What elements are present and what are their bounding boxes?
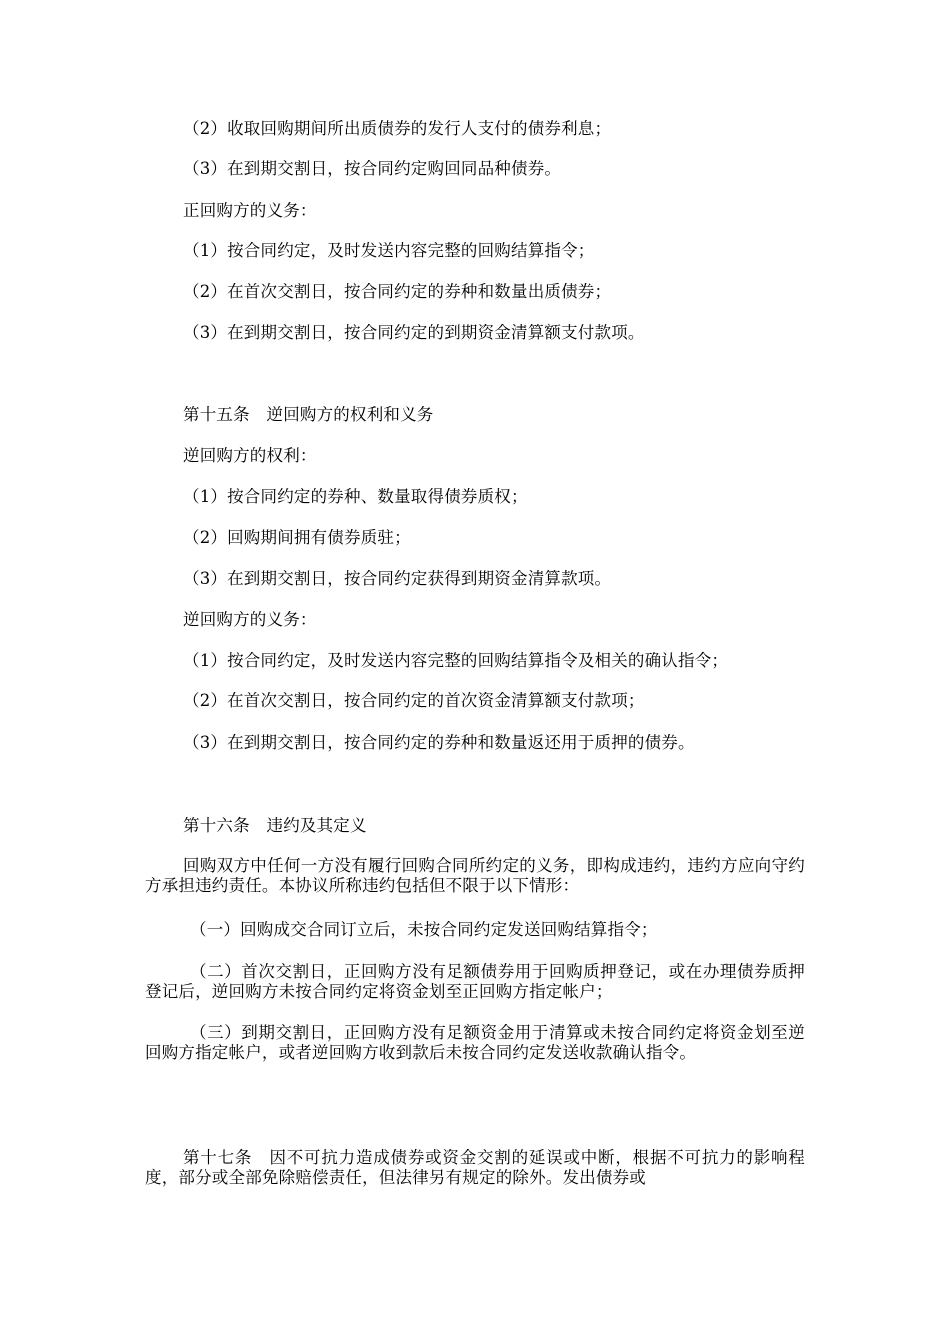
- repo-obligation-2: （2）在首次交割日，按合同约定的券种和数量出质债券；: [183, 282, 612, 301]
- default-case-1: （一）回购成交合同订立后，未按合同约定发送回购结算指令；: [190, 920, 658, 939]
- clause-14-right-2: （2）收取回购期间所出质债券的发行人支付的债券利息；: [183, 119, 612, 138]
- clause-16-title: 第十六条 违约及其定义: [183, 816, 367, 835]
- reverse-repo-right-2: （2）回购期间拥有债券质驻；: [183, 528, 411, 547]
- reverse-repo-obligation-2: （2）在首次交割日，按合同约定的首次资金清算额支付款项；: [183, 691, 645, 710]
- repo-obligations-heading: 正回购方的义务：: [183, 201, 317, 220]
- repo-obligation-3: （3）在到期交割日，按合同约定的到期资金清算额支付款项。: [183, 323, 645, 342]
- reverse-repo-obligation-1: （1）按合同约定，及时发送内容完整的回购结算指令及相关的确认指令；: [183, 651, 729, 670]
- clause-16-body: 回购双方中任何一方没有履行回购合同所约定的义务，即构成违约，违约方应向守约方承担违约责任。本协议所称违约包括但不限于以下情形：: [145, 856, 805, 895]
- reverse-repo-obligations-heading: 逆回购方的义务：: [183, 610, 317, 629]
- reverse-repo-obligation-3: （3）在到期交割日，按合同约定的券种和数量返还用于质押的债券。: [183, 733, 695, 752]
- clause-14-right-3: （3）在到期交割日，按合同约定购回同品种债券。: [183, 159, 562, 178]
- default-case-2: （二）首次交割日，正回购方没有足额债券用于回购质押登记，或在办理债券质押登记后，逆回购方未按合同约定将资金划至正回购方指定帐户；: [145, 962, 805, 1001]
- reverse-repo-right-1: （1）按合同约定的券种、数量取得债券质权；: [183, 487, 528, 506]
- repo-obligation-1: （1）按合同约定，及时发送内容完整的回购结算指令；: [183, 241, 595, 260]
- default-case-3: （三）到期交割日，正回购方没有足额资金用于清算或未按合同约定将资金划至逆回购方指定帐户，或者逆回购方收到款后未按合同约定发送收款确认指令。: [145, 1023, 805, 1062]
- reverse-repo-rights-heading: 逆回购方的权利：: [183, 446, 317, 465]
- reverse-repo-right-3: （3）在到期交割日，按合同约定获得到期资金清算款项。: [183, 569, 612, 588]
- clause-15-title: 第十五条 逆回购方的权利和义务: [183, 405, 434, 424]
- clause-17-body: 第十七条 因不可抗力造成债券或资金交割的延误或中断，根据不可抗力的影响程度，部分或全部免除赔偿责任，但法律另有规定的除外。发出债券或: [145, 1148, 805, 1187]
